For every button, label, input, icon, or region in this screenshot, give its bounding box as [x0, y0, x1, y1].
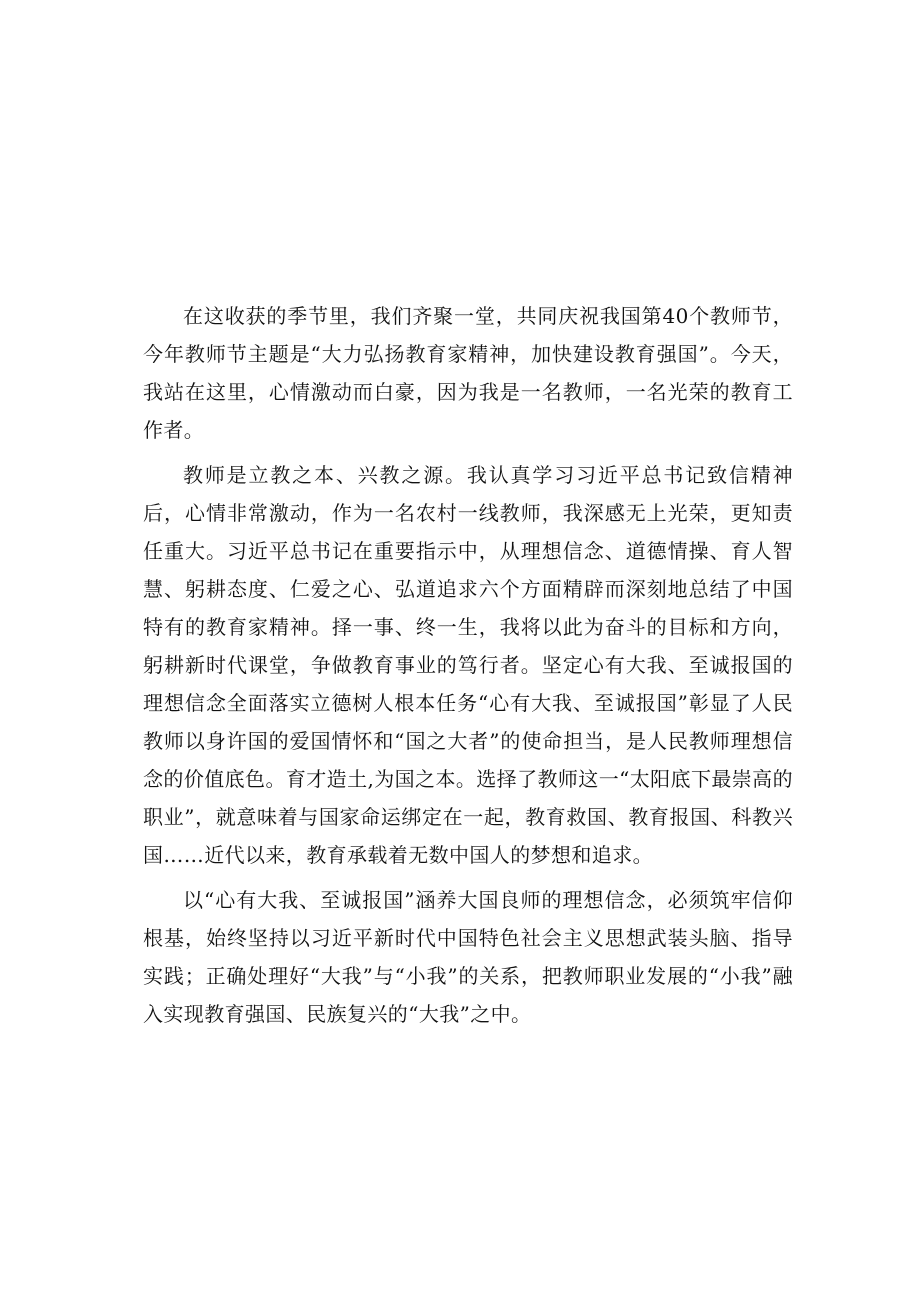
paragraph-1: 在这收获的季节里，我们齐聚一堂，共同庆祝我国第40个教师节，今年教师节主题是“大力弘扬教育家精神，加快建设教育强国”。今天，我站在这里，心情激动而白豪，因为我是一名教师，一名光荣的教育工作者。	[143, 304, 793, 442]
document-body	[143, 297, 793, 1040]
paragraph-3: 以“心有大我、至诚报国”涵养大国良师的理想信念，必须筑牢信仰根基，始终坚持以习近平新时代中国特色社会主义思想武装头脑、指导实践；正确处理好“大我”与“小我”的关系，把教师职业发展的“小我”融入实现教育强国、民族复兴的“大我”之中。	[143, 888, 793, 1026]
paragraph-2: 教师是立教之本、兴教之源。我认真学习习近平总书记致信精神后，心情非常激动，作为一名农村一线教师，我深感无上光荣，更知责任重大。习近平总书记在重要指示中，从理想信念、道德情操、育人智慧、躬耕态度、仁爱之心、弘道追求六个方面精辟而深刻地总结了中国特有的教育家精神。择一事、终一生，我将以此为奋斗的目标和方向，躬耕新时代课堂，争做教育事业的笃行者。坚定心有大我、至诚报国的理想信念全面落实立德树人根本任务“心有大我、至诚报国”彰显了人民教师以身许国的爱国情怀和“国之大者”的使命担当，是人民教师理想信念的价值底色。育才造土,为国之本。选择了教师这一“太阳底下最崇高的职业”，就意味着与国家命运绑定在一起，教育救国、教育报国、科教兴国……近代以来，教育承载着无数中国人的梦想和追求。	[143, 463, 793, 867]
